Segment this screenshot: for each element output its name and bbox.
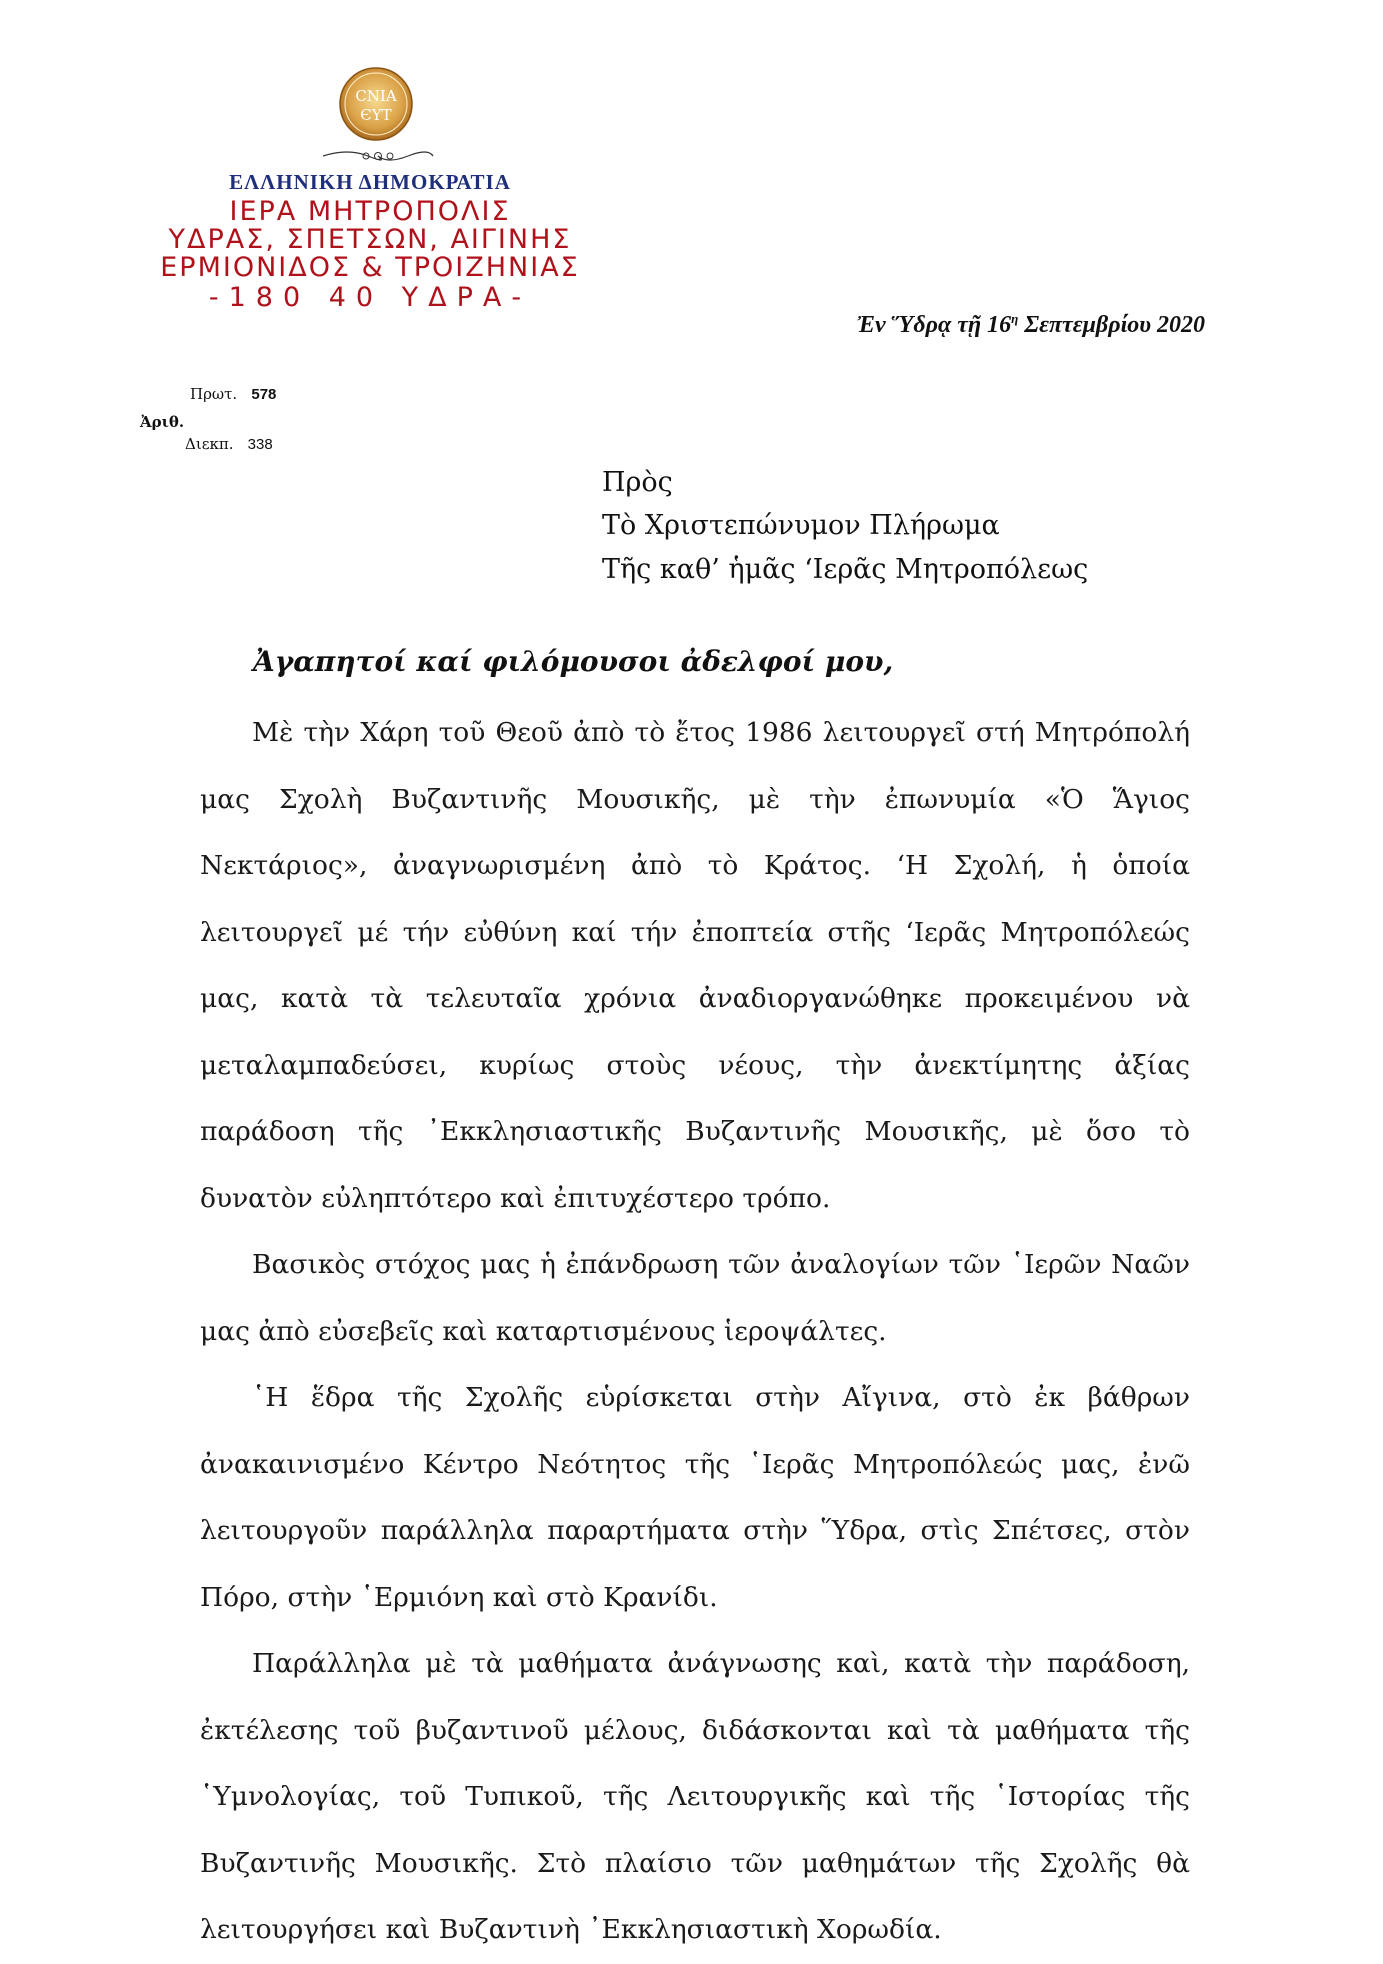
letter-date bbox=[857, 311, 1205, 339]
letterhead-metropolis-line2: ΥΔΡΑΣ, ΣΠΕΤΣΩΝ, ΑΙΓΙΝΗΣ bbox=[168, 224, 572, 255]
body-paragraph: Βασικὸς στόχος μας ἡ ἐπάνδρωση τῶν ἀναλογίων τῶν ῾Ιερῶν Ναῶν μας ἀπὸ εὐσεβεῖς καὶ καταρτισμένους ἱεροψάλτες. bbox=[200, 1249, 1190, 1347]
arith-label: Ἀριθ. bbox=[140, 413, 185, 431]
letterhead-metropolis-line3: ΕΡΜΙΟΝΙΔΟΣ & ΤΡΟΙΖΗΝΙΑΣ bbox=[160, 252, 580, 283]
body-paragraph: Μὲ τὴν Χάρη τοῦ Θεοῦ ἀπὸ τὸ ἔτος 1986 λειτουργεῖ στή Μητρόπολή μας Σχολὴ Βυζαντινῆς Μουσικῆς, μὲ τὴν ἐπωνυμία «Ὁ Ἅγιος Νεκτάριος», ἀναγνωρισμένη ἀπὸ τὸ Κράτος. ‘Η Σχολή, ἡ ὁποία λειτουργεῖ μέ τήν εὐθύνη καί τήν ἐποπτεία στῆς ‘Ιερᾶς Μητροπόλεώς μας, κατὰ τὰ τελευταῖα χρόνια ἀναδιοργανώθηκε προκειμένου νὰ μεταλαμπαδεύσει, κυρίως στοὺς νέους, τὴν ἀνεκτίμητης ἀξίας παράδοση τῆς ᾿Εκκλησιαστικῆς Βυζαντινῆς Μουσικῆς, μὲ ὅσο τὸ δυνατὸν εὐληπτότερο καὶ ἐπιτυχέστερο τρόπο. bbox=[200, 717, 1190, 1214]
protocol-label: Πρωτ. bbox=[190, 385, 238, 403]
letterhead-metropolis-line1: ΙΕΡΑ ΜΗΤΡΟΠΟΛΙΣ bbox=[229, 196, 511, 227]
recipient-line2: Τὸ Χριστεπώνυμον Πλήρωμα bbox=[602, 510, 1000, 541]
dispatch-label: Διεκπ. bbox=[185, 435, 234, 453]
recipient-line3: Τῆς καθ’ ἡμᾶς ‘Ιερᾶς Μητροπόλεως bbox=[602, 554, 1089, 585]
letterhead-republic: ΕΛΛΗΝΙΚΗ ΔΗΜΟΚΡΑΤΙΑ bbox=[229, 170, 511, 194]
letterhead-postcode: -180 40 ΥΔΡΑ- bbox=[208, 282, 532, 313]
number-label-row bbox=[140, 413, 184, 431]
protocol-reference bbox=[190, 385, 276, 403]
ornament-flourish-icon bbox=[318, 146, 438, 166]
protocol-number: 578 bbox=[251, 386, 277, 403]
body-paragraph: Παράλληλα μὲ τὰ μαθήματα ἀνάγνωσης καὶ, κατὰ τὴν παράδοση, ἐκτέλεσης τοῦ βυζαντινοῦ μέλους, διδάσκονται καὶ τὰ μαθήματα τῆς ῾Υμνολογίας, τοῦ Τυπικοῦ, τῆς Λειτουργικῆς καὶ τῆς ῾Ιστορίας τῆς Βυζαντινῆς Μουσικῆς. Στὸ πλαίσιο τῶν μαθημάτων τῆς Σχολῆς θὰ λειτουργήσει καὶ Βυζαντινὴ ᾿Εκκλησιαστικὴ Χορωδία. bbox=[200, 1648, 1190, 1945]
date-prefix: Ἐν Ὕδρᾳ τῇ 16 bbox=[856, 312, 1012, 338]
salutation: Ἀγαπητοί καί φιλόμουσοι ἀδελφοί μου, bbox=[253, 645, 894, 678]
metropolis-seal-icon bbox=[338, 66, 414, 142]
date-suffix: Σεπτεμβρίου 2020 bbox=[1018, 312, 1205, 338]
dispatch-number: 338 bbox=[247, 436, 273, 453]
body-paragraph: ῾Η ἕδρα τῆς Σχολῆς εὑρίσκεται στὴν Αἴγινα, στὸ ἐκ βάθρων ἀνακαινισμένο Κέντρο Νεότητος τῆς ῾Ιερᾶς Μητροπόλεώς μας, ἐνῶ λειτουργοῦν παράλληλα παραρτήματα στὴν Ὕδρα, στὶς Σπέτσες, στὸν Πόρο, στὴν ῾Ερμιόνη καὶ στὸ Κρανίδι. bbox=[200, 1382, 1190, 1613]
seal-text-top: CNIA bbox=[355, 87, 397, 105]
dispatch-reference bbox=[185, 435, 273, 453]
letter-body bbox=[200, 700, 1190, 1964]
seal-text-bottom: ЄYT bbox=[360, 106, 392, 124]
date-ordinal: η bbox=[1011, 311, 1019, 326]
recipient-line1: Πρὸς bbox=[602, 467, 673, 498]
